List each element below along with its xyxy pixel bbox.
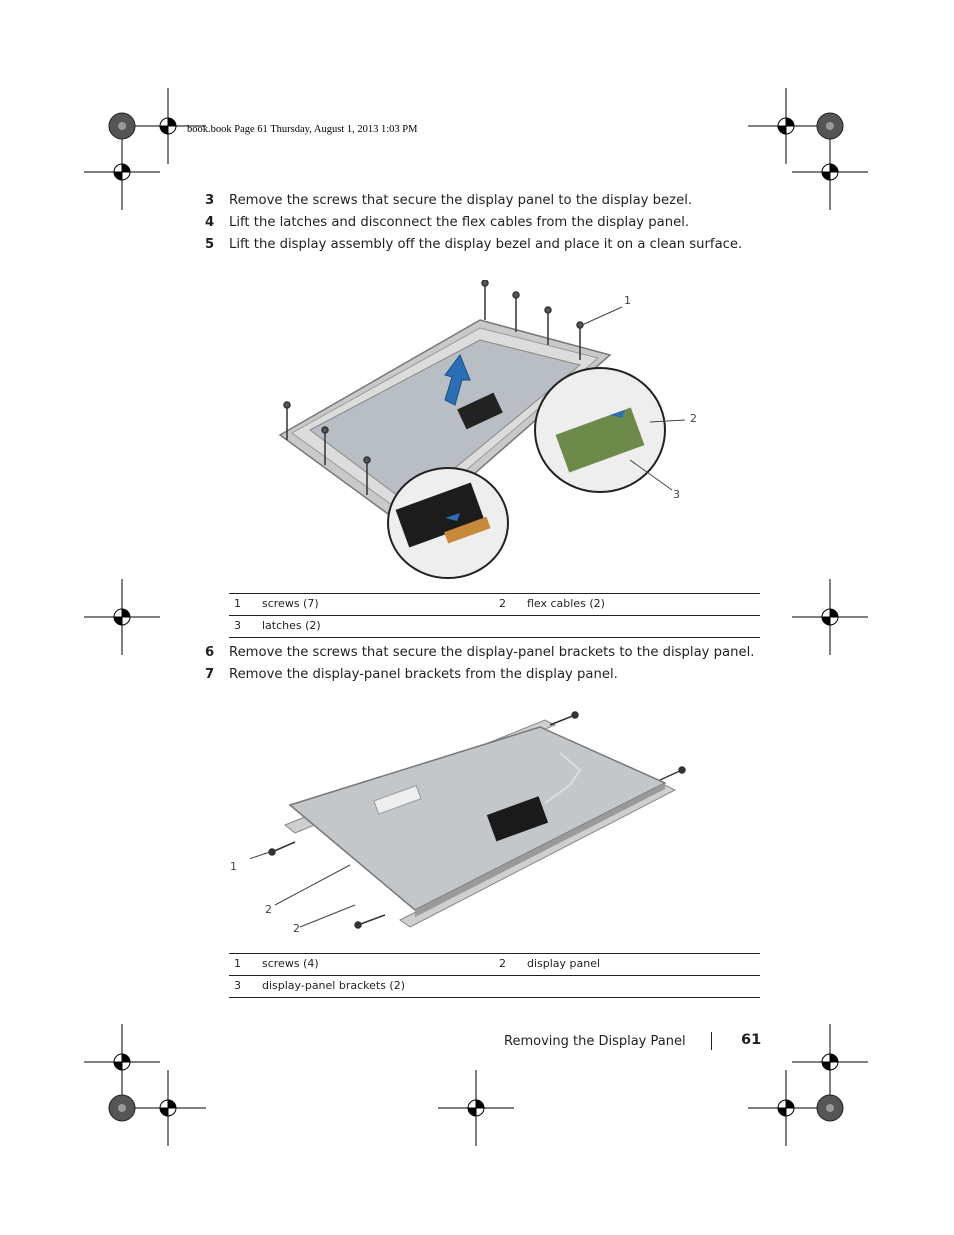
step-4: 4 Lift the latches and disconnect the flex cables from the display panel. [205, 215, 690, 230]
crop-mark [84, 134, 160, 210]
figure-2-display-panel-illustration [250, 705, 710, 945]
figure-1-display-bezel-illustration [270, 280, 710, 580]
crop-mark [130, 88, 206, 164]
table-row: 1 screws (7) 2 flex cables (2) [234, 597, 605, 610]
crop-mark [438, 1070, 514, 1146]
figure-1-legend-table [229, 593, 760, 638]
star-target [817, 113, 843, 139]
footer-section-title: Removing the Display Panel [504, 1034, 686, 1049]
step-6: 6 Remove the screws that secure the display-panel brackets to the display panel. [205, 645, 755, 660]
table-row: 3 latches (2) [229, 615, 760, 637]
step-5: 5 Lift the display assembly off the display bezel and place it on a clean surface. [205, 237, 743, 252]
figure-2-callout-3: 2 [293, 922, 300, 935]
figure-1-callout-3: 3 [673, 488, 680, 501]
footer-divider [711, 1032, 712, 1050]
step-3: 3 Remove the screws that secure the display panel to the display bezel. [205, 193, 693, 208]
page-number: 61 [741, 1032, 762, 1048]
figure-1-callout-1: 1 [624, 294, 631, 307]
print-slug: book.book Page 61 Thursday, August 1, 2013 1:03 PM [187, 124, 418, 135]
star-target [817, 1095, 843, 1121]
table-row: 3 display-panel brackets (2) [229, 975, 760, 997]
crop-mark [792, 579, 868, 655]
step-7: 7 Remove the display-panel brackets from the display panel. [205, 667, 618, 682]
table-row: 1 screws (4) 2 display panel [234, 957, 601, 970]
crop-mark [792, 134, 868, 210]
crop-mark [748, 1070, 824, 1146]
star-target [109, 1095, 135, 1121]
star-target [109, 113, 135, 139]
crop-mark [792, 1024, 868, 1100]
figure-1-callout-2: 2 [690, 412, 697, 425]
crop-mark [84, 1024, 160, 1100]
figure-2-legend-table [229, 953, 760, 998]
crop-mark [130, 1070, 206, 1146]
crop-mark [748, 88, 824, 164]
figure-2-callout-1: 1 [230, 860, 237, 873]
figure-2-callout-2: 2 [265, 903, 272, 916]
crop-mark [84, 579, 160, 655]
